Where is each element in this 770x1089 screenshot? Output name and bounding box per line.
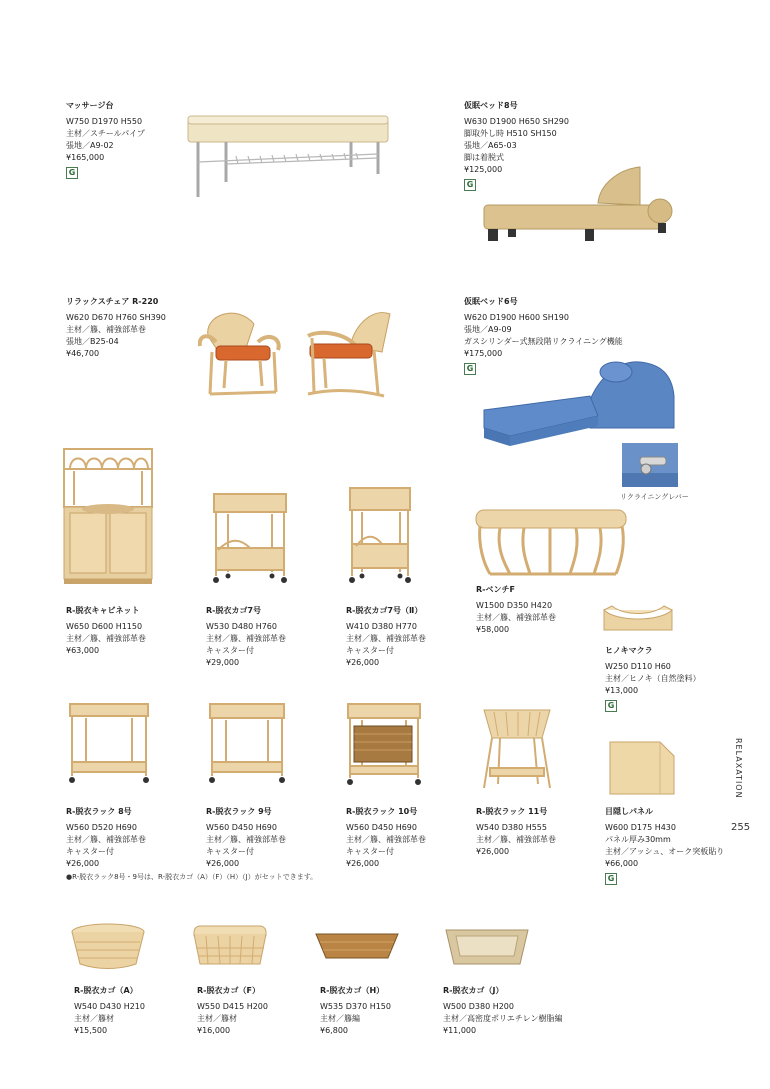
product-name: R-脱衣カゴ（F） [197,986,260,995]
basket-a-image [68,922,148,972]
massage-table-image [186,112,396,202]
product-spec-line: キャスター付 [206,646,254,655]
product-spec-line: 主材／籐、補強部革巻 [346,634,426,643]
panel-image [606,740,678,796]
product-spec-line: ¥15,500 [74,1026,108,1035]
product-spec-line: ¥29,000 [206,658,240,667]
product-spec-line: ¥13,000 [605,686,639,695]
rack-9-image [206,700,288,784]
product-spec-line: W540 D430 H210 [74,1002,145,1011]
product-spec-line: 主材／籐、補強部革巻 [476,835,556,844]
product-spec-line: 主材／籐材 [74,1014,114,1023]
product-spec-line: 脚取外し時 H510 SH150 [464,129,557,138]
product-spec-line: W535 D370 H150 [320,1002,391,1011]
product-spec-line: 主材／籐、補強部革巻 [346,835,426,844]
green-purchase-badge-icon: G [464,363,476,375]
bench-image [470,506,635,582]
product-spec-line: ガスシリンダー式無段階リクライニング機能 [464,337,623,346]
product-spec-line: ¥125,000 [464,165,503,174]
set-note: ●R-脱衣ラック8号・9号は、R-脱衣カゴ（A）（F）（H）（J）がセットできます。 [66,873,318,881]
nap-bed-6-image [480,356,680,451]
green-purchase-badge-icon: G [66,167,78,179]
green-purchase-badge-icon: G [464,179,476,191]
product-spec-line: ¥26,000 [66,859,100,868]
product-spec-line: W530 D480 H760 [206,622,277,631]
product-spec-line: 主材／籐、補強部革巻 [66,835,146,844]
product-name: R-脱衣カゴ（J） [443,986,504,995]
product-basket-h [320,985,391,1037]
product-bench [476,584,556,636]
product-spec-line: W630 D1900 H650 SH290 [464,117,569,126]
green-purchase-badge-icon: G [605,873,617,885]
product-name: ヒノキマクラ [605,646,653,655]
product-spec-line: W560 D520 H690 [66,823,137,832]
product-spec-line: ¥46,700 [66,349,100,358]
product-spec-line: 主材／籐編 [320,1014,360,1023]
product-relax-chair [66,296,166,360]
product-name: R-脱衣ラック 10号 [346,807,418,816]
product-spec-line: 主材／籐、補強部革巻 [206,634,286,643]
product-spec-line: W620 D670 H760 SH390 [66,313,166,322]
product-spec-line: 主材／籐、補強部革巻 [206,835,286,844]
product-spec-line: W560 D450 H690 [206,823,277,832]
product-spec-line: W620 D1900 H600 SH190 [464,313,569,322]
product-name: マッサージ台 [66,101,114,110]
product-spec-line: 張地／B25-04 [66,337,119,346]
product-spec-line: ¥26,000 [476,847,510,856]
product-spec-line: 主材／アッシュ、オーク突板貼り [605,847,725,856]
product-pillow [605,645,701,712]
product-spec-line: ¥11,000 [443,1026,477,1035]
product-spec-line: W1500 D350 H420 [476,601,553,610]
basket-j-image [444,926,530,968]
relax-chair-front-image [198,306,288,401]
product-kago-7-ii [346,605,426,669]
product-basket-f [197,985,268,1037]
product-spec-line: 主材／ヒノキ（自然塗料） [605,674,701,683]
product-spec-line: 脚は着脱式 [464,153,504,162]
product-name: R-脱衣カゴ（A） [74,986,138,995]
recline-lever-caption: リクライニングレバー [620,493,689,501]
product-spec-line: W540 D380 H555 [476,823,547,832]
nap-bed-8-image [480,165,675,255]
section-side-label: RELAXATION [734,738,743,799]
product-name: R-脱衣ラック 8号 [66,807,132,816]
product-spec-line: ¥6,800 [320,1026,348,1035]
product-name: R-脱衣カゴ7号（Ⅱ） [346,606,423,615]
product-spec-line: キャスター付 [206,847,254,856]
product-spec-line: ¥26,000 [346,859,380,868]
pillow-image [602,604,674,636]
product-spec-line: 張地／A9-09 [464,325,512,334]
product-spec-line: 主材／籐、補強部革巻 [66,634,146,643]
product-spec-line: 主材／高密度ポリエチレン樹脂編 [443,1014,563,1023]
product-name: 目隠しパネル [605,807,653,816]
product-rack-11 [476,806,556,858]
product-basket-j [443,985,562,1037]
basket-f-image [190,922,270,972]
product-rack-9 [206,806,286,870]
product-panel [605,806,724,885]
green-purchase-badge-icon: G [605,700,617,712]
product-rack-10 [346,806,426,870]
product-spec-line: ¥165,000 [66,153,105,162]
product-kago-7 [206,605,286,669]
product-spec-line: W250 D110 H60 [605,662,671,671]
cabinet-image [60,447,156,587]
product-name: R-脱衣ラック 11号 [476,807,548,816]
basket-h-image [314,930,400,962]
product-spec-line: ¥16,000 [197,1026,231,1035]
product-spec-line: パネル厚み30mm [605,835,671,844]
product-spec-line: 主材／籐、補強部革巻 [66,325,146,334]
product-name: R-脱衣カゴ7号 [206,606,262,615]
rack-8-image [66,700,152,784]
product-rack-8 [66,806,146,870]
product-spec-line: W410 D380 H770 [346,622,417,631]
product-spec-line: 張地／A65-03 [464,141,517,150]
product-spec-line: 張地／A9-02 [66,141,114,150]
product-cabinet [66,605,146,657]
product-spec-line: キャスター付 [346,646,394,655]
product-spec-line: W750 D1970 H550 [66,117,143,126]
kago-7-image [210,490,292,586]
product-name: R-脱衣カゴ（H） [320,986,385,995]
product-spec-line: W500 D380 H200 [443,1002,514,1011]
product-name: リラックスチェア R-220 [66,297,159,306]
rack-10-image [344,700,424,786]
product-spec-line: ¥58,000 [476,625,510,634]
product-massage-table [66,100,145,179]
product-spec-line: 主材／籐、補強部革巻 [476,613,556,622]
product-spec-line: キャスター付 [66,847,114,856]
product-spec-line: W650 D600 H1150 [66,622,143,631]
page-number: 255 [731,822,751,833]
product-spec-line: W600 D175 H430 [605,823,676,832]
relax-chair-side-image [304,306,394,401]
product-spec-line: ¥26,000 [206,859,240,868]
product-spec-line: ¥66,000 [605,859,639,868]
product-name: R-脱衣キャビネット [66,606,140,615]
product-spec-line: ¥63,000 [66,646,100,655]
product-spec-line: W550 D415 H200 [197,1002,268,1011]
product-spec-line: ¥175,000 [464,349,503,358]
product-name: 仮眠ベッド6号 [464,297,518,306]
kago-7-ii-image [346,484,416,586]
recline-lever-image [622,443,678,487]
product-spec-line: 主材／スチールパイプ [66,129,145,138]
product-spec-line: キャスター付 [346,847,394,856]
product-spec-line: W560 D450 H690 [346,823,417,832]
product-name: R-脱衣ラック 9号 [206,807,272,816]
product-spec-line: 主材／籐材 [197,1014,237,1023]
rack-11-image [480,706,554,790]
product-basket-a [74,985,145,1037]
product-name: 仮眠ベッド8号 [464,101,518,110]
product-spec-line: ¥26,000 [346,658,380,667]
product-name: R-ベンチF [476,585,515,594]
